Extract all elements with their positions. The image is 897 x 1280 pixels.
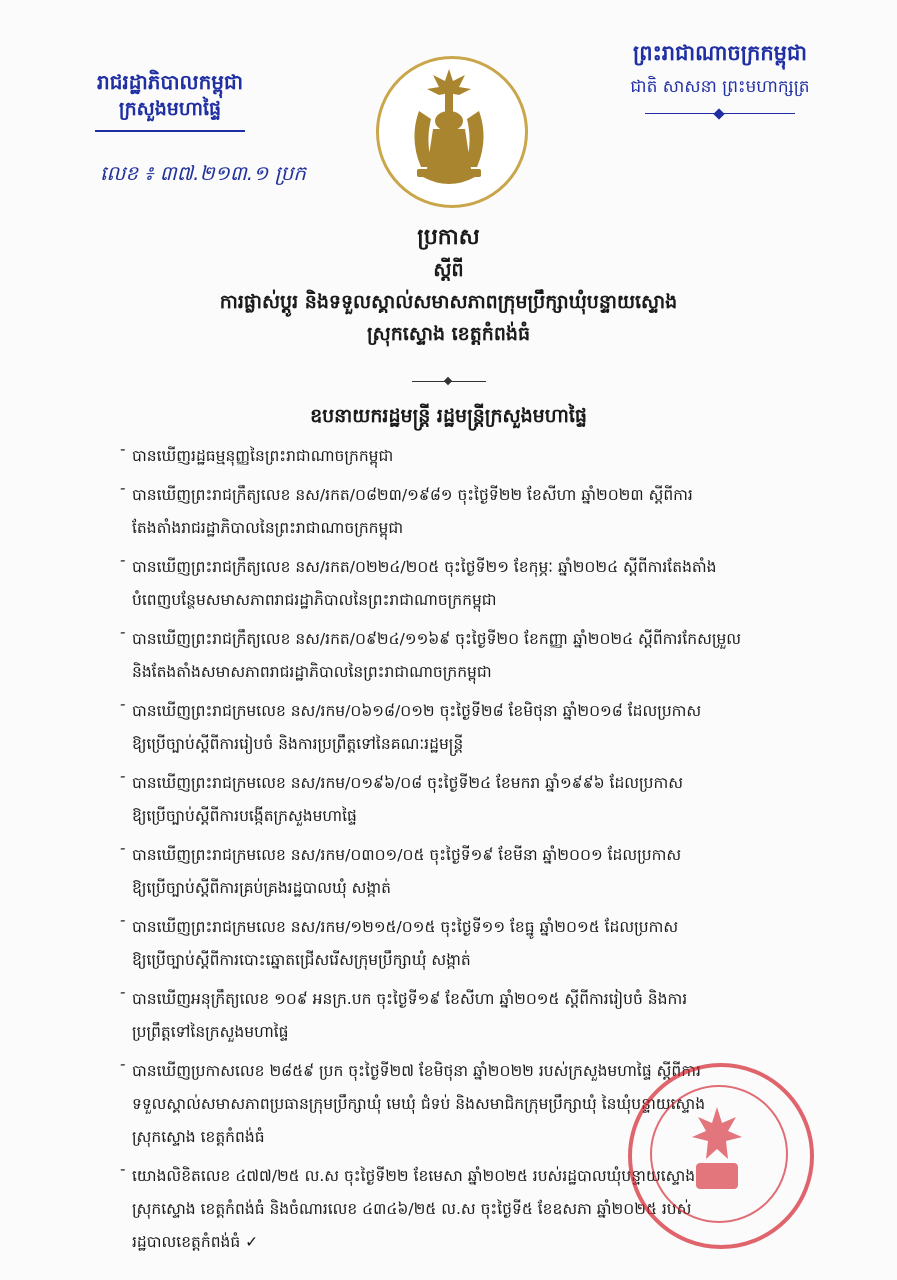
clause-line: បានឃើញព្រះរាជក្រមលេខ នស/រកម/១២១៥/០១៥ ចុះថ្ងៃទី១១ ខែធ្នូ ឆ្នាំ២០១៥ ដែលប្រកាស: [132, 918, 679, 936]
kingdom-name: ព្រះរាជាណាចក្រកម្ពុជា: [632, 41, 807, 65]
clause-line: បានឃើញប្រកាសលេខ ២៨៥៩ ប្រក ចុះថ្ងៃទី២៧ ខែមិថុនា ឆ្នាំ២០២២ របស់ក្រសួងមហាផ្ទៃ ស្តីពីការ: [132, 1062, 701, 1080]
clause: - បានឃើញរដ្ឋធម្មនុញ្ញនៃព្រះរាជាណាចក្រកម្ពុជា: [120, 440, 840, 473]
document-about: ស្តីពី: [433, 259, 464, 281]
clause-line: ទទួលស្គាល់សមាសភាពប្រធានក្រុមប្រឹក្សាឃុំ មេឃុំ ជំទប់ និងសមាជិកក្រុមប្រឹក្សាឃុំ នៃឃុំបន្ទាយស្ទោង: [132, 1095, 706, 1113]
clause-line: យោងលិខិតលេខ ៤៧៧/២៥ ល.ស ចុះថ្ងៃទី២២ ខែមេសា ឆ្នាំ២០២៥ របស់រដ្ឋបាលឃុំបន្ទាយស្ទោង: [132, 1167, 696, 1185]
ornament-divider: [645, 110, 795, 118]
clause: - យោងលិខិតលេខ ៤៧៧/២៥ ល.ស ចុះថ្ងៃទី២២ ខែមេសា ឆ្នាំ២០២៥ របស់រដ្ឋបាលឃុំបន្ទាយស្ទោង ស្រុកស្ទោង ខេត្តកំពង់ធំ និងចំណារលេខ ៤៣៤៦/២៥ ល.ស ចុះថ្ងៃទី៥ ខែឧសភា ឆ្នាំ២០២៥ របស់ រដ្ឋបាលខេត្តកំពង់ធំ ✓: [120, 1160, 840, 1259]
ministry-name: ក្រសួងមហាផ្ទៃ: [118, 98, 222, 120]
document-subject-line1: ការផ្លាស់ប្តូរ និងទទួលស្គាល់សមាសភាពក្រុមប្រឹក្សាឃុំបន្ទាយស្ទោង: [219, 291, 678, 313]
clause: - បានឃើញព្រះរាជក្រមលេខ នស/រកម/០១៩៦/០៨ ចុះថ្ងៃទី២៤ ខែមករា ឆ្នាំ១៩៩៦ ដែលប្រកាស ឱ្យប្រើច្បាប់ស្តីពីការបង្កើតក្រសួងមហាផ្ទៃ: [120, 767, 840, 833]
clause: - បានឃើញព្រះរាជក្រមលេខ នស/រកម/១២១៥/០១៥ ចុះថ្ងៃទី១១ ខែធ្នូ ឆ្នាំ២០១៥ ដែលប្រកាស ឱ្យប្រើច្បាប់ស្តីពីការបោះឆ្នោតជ្រើសរើសក្រុមប្រឹក្សាឃុំ សង្កាត់: [120, 911, 840, 977]
clause-line: បានឃើញព្រះរាជក្រឹត្យលេខ នស/រកត/០២២៤/២០៥ ចុះថ្ងៃទី២១ ខែកុម្ភៈ ឆ្នាំ២០២៤ ស្តីពីការតែងតាំង: [132, 558, 717, 576]
clause: - បានឃើញព្រះរាជក្រមលេខ នស/រកម/០៦១៨/០១២ ចុះថ្ងៃទី២៨ ខែមិថុនា ឆ្នាំ២០១៨ ដែលប្រកាស ឱ្យប្រើច្បាប់ស្តីពីការរៀបចំ និងការប្រព្រឹត្តទៅនៃគណៈរដ្ឋមន្ត្រី: [120, 695, 840, 761]
clause-line: ប្រព្រឹត្តទៅនៃក្រសួងមហាផ្ទៃ: [132, 1023, 289, 1041]
clause: - បានឃើញប្រកាសលេខ ២៨៥៩ ប្រក ចុះថ្ងៃទី២៧ ខែមិថុនា ឆ្នាំ២០២២ របស់ក្រសួងមហាផ្ទៃ ស្តីពីការ ទទួលស្គាល់សមាសភាពប្រធានក្រុមប្រឹក្សាឃុំ មេឃុំ ជំទប់ និងសមាជិកក្រុមប្រឹក្សាឃុំ នៃឃុំបន្ទាយស្ទោង ស្រុកស្ទោង ខេត្តកំពង់ធំ: [120, 1055, 840, 1154]
clause: - បានឃើញព្រះរាជក្រឹត្យលេខ នស/រកត/០៩២៤/១១៦៩ ចុះថ្ងៃទី២០ ខែកញ្ញា ឆ្នាំ២០២៤ ស្តីពីការកែសម្រួល និងតែងតាំងសមាសភាពរាជរដ្ឋាភិបាលនៃព្រះរាជាណាចក្រកម្ពុជា: [120, 623, 840, 689]
clause-line: រដ្ឋបាលខេត្តកំពង់ធំ ✓: [132, 1233, 259, 1251]
clause: - បានឃើញព្រះរាជក្រមលេខ នស/រកម/០៣០១/០៥ ចុះថ្ងៃទី១៩ ខែមីនា ឆ្នាំ២០០១ ដែលប្រកាស ឱ្យប្រើច្បាប់ស្តីពីការគ្រប់គ្រងរដ្ឋបាលឃុំ សង្កាត់: [120, 839, 840, 905]
clause-line: ឱ្យប្រើច្បាប់ស្តីពីការបោះឆ្នោតជ្រើសរើសក្រុមប្រឹក្សាឃុំ សង្កាត់: [132, 951, 471, 969]
clause-line: បានឃើញព្រះរាជក្រឹត្យលេខ នស/រកត/០៨២៣/១៩៨១ ចុះថ្ងៃទី២២ ខែសីហា ឆ្នាំ២០២៣ ស្តីពីការ: [132, 486, 693, 504]
clause-line: បានឃើញព្រះរាជក្រមលេខ នស/រកម/០៣០១/០៥ ចុះថ្ងៃទី១៩ ខែមីនា ឆ្នាំ២០០១ ដែលប្រកាស: [132, 846, 682, 864]
clause-line: ឱ្យប្រើច្បាប់ស្តីពីការរៀបចំ និងការប្រព្រឹត្តទៅនៃគណៈរដ្ឋមន្ត្រី: [132, 735, 464, 753]
clause-line: ឱ្យប្រើច្បាប់ស្តីពីការបង្កើតក្រសួងមហាផ្ទៃ: [132, 807, 357, 825]
royal-emblem-icon: [376, 56, 528, 208]
official-seal-icon: [628, 1063, 814, 1249]
kingdom-header: [600, 38, 840, 118]
clause-line: បានឃើញព្រះរាជក្រមលេខ នស/រកម/០១៩៦/០៨ ចុះថ្ងៃទី២៤ ខែមករា ឆ្នាំ១៩៩៦ ដែលប្រកាស: [132, 774, 684, 792]
clause-line: បានឃើញរដ្ឋធម្មនុញ្ញនៃព្រះរាជាណាចក្រកម្ពុជា: [132, 447, 394, 465]
clause-line: តែងតាំងរាជរដ្ឋាភិបាលនៃព្រះរាជាណាចក្រកម្ពុជា: [132, 519, 404, 537]
ministry-header: [70, 68, 270, 136]
clause: - បានឃើញព្រះរាជក្រឹត្យលេខ នស/រកត/០២២៤/២០៥ ចុះថ្ងៃទី២១ ខែកុម្ភៈ ឆ្នាំ២០២៤ ស្តីពីការតែងតាំង បំពេញបន្ថែមសមាសភាពរាជរដ្ឋាភិបាលនៃព្រះរាជាណាចក្រកម្ពុជា: [120, 551, 840, 617]
document-number: លេខ ៖ ៣៧.២១៣.១ ប្រក: [100, 161, 307, 185]
clause-line: ស្រុកស្ទោង ខេត្តកំពង់ធំ: [132, 1128, 265, 1146]
clause: - បានឃើញអនុក្រឹត្យលេខ ១០៩ អនក្រ.បក ចុះថ្ងៃទី១៩ ខែសីហា ឆ្នាំ២០១៥ ស្តីពីការរៀបចំ និងការ ប្រព្រឹត្តទៅនៃក្រសួងមហាផ្ទៃ: [120, 983, 840, 1049]
document-type: ប្រកាស: [417, 225, 480, 250]
issuer-title: ឧបនាយករដ្ឋមន្ត្រី រដ្ឋមន្ត្រីក្រសួងមហាផ្ទៃ: [310, 405, 587, 427]
title-separator: [412, 381, 486, 382]
clause: - បានឃើញព្រះរាជក្រឹត្យលេខ នស/រកត/០៨២៣/១៩៨១ ចុះថ្ងៃទី២២ ខែសីហា ឆ្នាំ២០២៣ ស្តីពីការ តែងតាំងរាជរដ្ឋាភិបាលនៃព្រះរាជាណាចក្រកម្ពុជា: [120, 479, 840, 545]
document-subject-line2: ស្រុកស្ទោង ខេត្តកំពង់ធំ: [366, 323, 531, 345]
clause-line: បានឃើញអនុក្រឹត្យលេខ ១០៩ អនក្រ.បក ចុះថ្ងៃទី១៩ ខែសីហា ឆ្នាំ២០១៥ ស្តីពីការរៀបចំ និងការ: [132, 990, 688, 1008]
clause-line: បានឃើញព្រះរាជក្រមលេខ នស/រកម/០៦១៨/០១២ ចុះថ្ងៃទី២៨ ខែមិថុនា ឆ្នាំ២០១៨ ដែលប្រកាស: [132, 702, 702, 720]
clause-line: និងតែងតាំងសមាសភាពរាជរដ្ឋាភិបាលនៃព្រះរាជាណាចក្រកម្ពុជា: [132, 663, 492, 681]
clause-line: ឱ្យប្រើច្បាប់ស្តីពីការគ្រប់គ្រងរដ្ឋបាលឃុំ សង្កាត់: [132, 879, 391, 897]
government-name: រាជរដ្ឋាភិបាលកម្ពុជា: [97, 70, 243, 94]
clause-line: បានឃើញព្រះរាជក្រឹត្យលេខ នស/រកត/០៩២៤/១១៦៩ ចុះថ្ងៃទី២០ ខែកញ្ញា ឆ្នាំ២០២៤ ស្តីពីការកែសម្រួល: [132, 630, 742, 648]
national-motto: ជាតិ សាសនា ព្រះមហាក្សត្រ: [630, 77, 810, 97]
clause-line: ស្រុកស្ទោង ខេត្តកំពង់ធំ និងចំណារលេខ ៤៣៤៦/២៥ ល.ស ចុះថ្ងៃទី៥ ខែឧសភា ឆ្នាំ២០២៥ របស់: [132, 1200, 692, 1218]
ornament-divider: [95, 126, 245, 136]
clause-line: បំពេញបន្ថែមសមាសភាពរាជរដ្ឋាភិបាលនៃព្រះរាជាណាចក្រកម្ពុជា: [132, 591, 497, 609]
